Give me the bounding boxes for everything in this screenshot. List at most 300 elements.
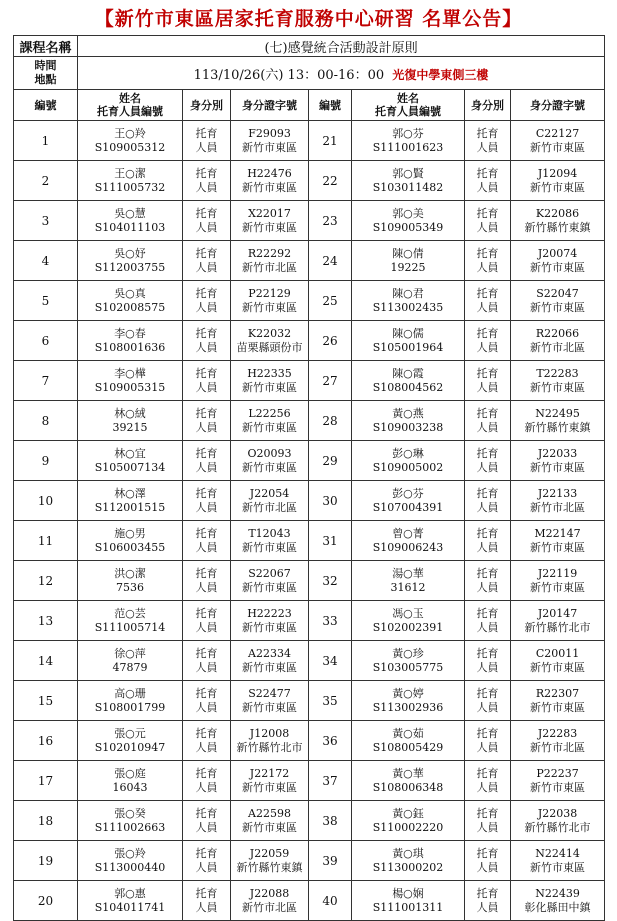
entry-role1: 托育: [195, 246, 218, 260]
entry-cert: H22335: [247, 366, 292, 380]
entry-id: S104011103: [94, 220, 166, 234]
entry-role2: 人員: [195, 540, 218, 554]
entry-name: 吳○真: [114, 286, 146, 300]
entry-name: 張○元: [114, 726, 146, 740]
entry-identity: [183, 441, 231, 481]
entry-number: 11: [14, 521, 78, 561]
entry-role1: 托育: [195, 206, 218, 220]
entry-cert: A22598: [248, 806, 291, 820]
entry-identity: [465, 681, 511, 721]
entry-area: 新竹市東區: [530, 660, 586, 674]
entry-identity: [465, 361, 511, 401]
entry-role1: 托育: [476, 326, 499, 340]
header-cert: 身分證字號: [231, 90, 309, 121]
entry-id: S112003755: [94, 260, 166, 274]
table-row: [14, 201, 605, 241]
entry-role1: 托育: [476, 366, 499, 380]
entry-cert: N22495: [535, 406, 580, 420]
entry-cert: R22292: [247, 246, 292, 260]
entry-name: 楊○娴: [392, 886, 424, 900]
entry-identity: [183, 401, 231, 441]
entry-number: 31: [309, 521, 352, 561]
table-row: [14, 521, 605, 561]
entry-area: 新竹市東區: [242, 820, 297, 834]
entry-cert: [511, 321, 605, 361]
table-row: [14, 681, 605, 721]
entry-name-id: [78, 401, 183, 441]
entry-id: S113002936: [372, 700, 444, 714]
entry-cert: [231, 201, 309, 241]
entry-number: 38: [309, 801, 352, 841]
entry-area: 苗栗縣頭份市: [236, 340, 303, 354]
entry-name: 李○春: [114, 326, 146, 340]
entry-cert: J20074: [537, 246, 578, 260]
entry-name: 彭○琳: [392, 446, 424, 460]
entry-area: 新竹市東區: [530, 700, 586, 714]
entry-role1: 托育: [476, 126, 499, 140]
entry-identity: [183, 241, 231, 281]
entry-area: 新竹市東區: [242, 780, 297, 794]
entry-role2: 人員: [195, 340, 218, 354]
entry-role2: 人員: [476, 140, 499, 154]
entry-role1: 托育: [195, 446, 218, 460]
entry-number: 20: [14, 881, 78, 921]
entry-name-id: [352, 881, 465, 921]
entry-identity: [465, 601, 511, 641]
entry-role2: 人員: [195, 660, 218, 674]
entry-id: 19225: [390, 260, 426, 274]
entry-area: 新竹縣竹東鎮: [524, 220, 591, 234]
entry-role2: 人員: [476, 540, 499, 554]
entry-area: 新竹市東區: [530, 540, 586, 554]
entry-cert: J22088: [249, 886, 290, 900]
table-row: [14, 401, 605, 441]
entry-name-id: [78, 681, 183, 721]
entry-name-id: [352, 601, 465, 641]
entry-number: 39: [309, 841, 352, 881]
entry-role2: 人員: [195, 780, 218, 794]
entry-cert: R22307: [535, 686, 580, 700]
header-row: [14, 90, 605, 121]
entry-id: S109006243: [372, 540, 444, 554]
entry-id: 47879: [112, 660, 148, 674]
entry-name: 陳○倩: [392, 246, 424, 260]
entry-number: 40: [309, 881, 352, 921]
entry-name-id: [352, 521, 465, 561]
entry-name-id: [352, 121, 465, 161]
entry-name-id: [78, 761, 183, 801]
entry-role1: 托育: [195, 526, 218, 540]
entry-role2: 人員: [476, 300, 499, 314]
entry-cert: [231, 521, 309, 561]
entry-id: S102002391: [372, 620, 444, 634]
entry-number: 30: [309, 481, 352, 521]
entry-cert: [511, 801, 605, 841]
entry-name: 陳○君: [392, 286, 424, 300]
entry-id: 39215: [112, 420, 148, 434]
entry-number: 27: [309, 361, 352, 401]
entry-id: S108006348: [372, 780, 444, 794]
entry-identity: [183, 721, 231, 761]
entry-cert: O20093: [247, 446, 292, 460]
entry-identity: [465, 561, 511, 601]
entry-name: 黃○華: [392, 766, 424, 780]
entry-number: 21: [309, 121, 352, 161]
entry-cert: [231, 601, 309, 641]
entry-cert: L22256: [248, 406, 291, 420]
entry-name-id: [352, 721, 465, 761]
entry-role2: 人員: [195, 900, 218, 914]
entry-role2: 人員: [195, 500, 218, 514]
entry-name-id: [78, 841, 183, 881]
entry-number: 37: [309, 761, 352, 801]
entry-cert: X22017: [248, 206, 291, 220]
entry-area: 新竹市北區: [530, 740, 586, 754]
entry-identity: [183, 481, 231, 521]
entry-cert: J22172: [249, 766, 290, 780]
entry-area: 新竹市東區: [242, 180, 297, 194]
entry-cert: J22054: [249, 486, 290, 500]
entry-role1: 托育: [476, 246, 499, 260]
entry-name: 施○男: [114, 526, 146, 540]
entry-cert: [511, 281, 605, 321]
table-row: [14, 241, 605, 281]
entry-name-id: [78, 561, 183, 601]
entry-name: 陳○儒: [392, 326, 424, 340]
entry-role1: 托育: [476, 766, 499, 780]
entry-cert: [231, 241, 309, 281]
entry-number: 18: [14, 801, 78, 841]
entry-identity: [465, 161, 511, 201]
table-row: [14, 481, 605, 521]
entry-identity: [465, 801, 511, 841]
course-label: 課程名稱: [14, 36, 78, 57]
entry-identity: [183, 361, 231, 401]
entry-role1: 托育: [195, 326, 218, 340]
entry-name-id: [78, 641, 183, 681]
entry-cert: [231, 561, 309, 601]
entry-role1: 托育: [195, 126, 218, 140]
entry-role2: 人員: [195, 380, 218, 394]
entry-name: 王○潔: [114, 166, 146, 180]
entry-id: S111002663: [94, 820, 166, 834]
table-row: [14, 321, 605, 361]
entry-cert: M22147: [534, 526, 581, 540]
entry-identity: [465, 281, 511, 321]
entry-role2: 人員: [476, 380, 499, 394]
header-no: 編號: [309, 90, 352, 121]
entry-name: 馮○玉: [392, 606, 424, 620]
table-row: [14, 641, 605, 681]
entry-id: S102008575: [94, 300, 166, 314]
header-name: 姓名 托育人員編號: [352, 90, 465, 121]
entry-number: 13: [14, 601, 78, 641]
entry-identity: [465, 521, 511, 561]
entry-name: 湯○華: [392, 566, 424, 580]
entry-cert: J22059: [249, 846, 290, 860]
entry-cert: J22038: [537, 806, 578, 820]
entry-name: 張○庭: [114, 766, 146, 780]
entry-identity: [465, 201, 511, 241]
entry-role1: 托育: [476, 206, 499, 220]
entry-name-id: [78, 521, 183, 561]
entry-role2: 人員: [195, 300, 218, 314]
entry-name: 吳○慧: [114, 206, 146, 220]
entry-name-id: [78, 441, 183, 481]
entry-area: 新竹縣竹東鎮: [236, 860, 303, 874]
table-row: [14, 361, 605, 401]
entry-cert: [231, 481, 309, 521]
time-location-label: 時間 地點: [14, 57, 78, 90]
entry-identity: [183, 641, 231, 681]
entry-name: 陳○霞: [392, 366, 424, 380]
entry-name-id: [78, 121, 183, 161]
entry-name-id: [352, 321, 465, 361]
entry-id: S107004391: [372, 500, 444, 514]
entry-id: S113000440: [94, 860, 166, 874]
table-row: [14, 881, 605, 921]
course-row: [14, 36, 605, 57]
entry-name-id: [352, 681, 465, 721]
entry-area: 新竹市東區: [242, 580, 297, 594]
entry-cert: [511, 721, 605, 761]
entry-cert: N22439: [535, 886, 580, 900]
entry-cert: [231, 881, 309, 921]
entry-number: 19: [14, 841, 78, 881]
header-name: 姓名 托育人員編號: [78, 90, 183, 121]
entry-role1: 托育: [476, 406, 499, 420]
entry-id: S106003455: [94, 540, 166, 554]
entry-role1: 托育: [195, 646, 218, 660]
entry-area: 新竹市北區: [530, 500, 586, 514]
entry-name: 黃○茹: [392, 726, 424, 740]
page-title: 【新竹市東區居家托育服務中心研習 名單公告】: [94, 8, 523, 30]
entry-role2: 人員: [195, 820, 218, 834]
entry-cert: A22334: [248, 646, 291, 660]
time-value: 113/10/26(六) 13：00-16：00: [193, 67, 385, 83]
entry-role1: 托育: [195, 846, 218, 860]
entry-number: 26: [309, 321, 352, 361]
entry-role2: 人員: [195, 580, 218, 594]
entry-cert: J12094: [537, 166, 578, 180]
entry-cert: H22476: [247, 166, 292, 180]
entry-id: S105007134: [94, 460, 166, 474]
entry-cert: [511, 401, 605, 441]
entry-area: 新竹市東區: [242, 620, 297, 634]
entry-number: 16: [14, 721, 78, 761]
entry-area: 新竹市東區: [530, 300, 586, 314]
entry-cert: S22047: [536, 286, 579, 300]
entry-name: 李○樺: [114, 366, 146, 380]
entry-id: S111001623: [372, 140, 444, 154]
entry-role2: 人員: [476, 740, 499, 754]
entry-cert: [511, 841, 605, 881]
entry-id: S108004562: [372, 380, 444, 394]
entry-cert: [231, 801, 309, 841]
entry-cert: J12008: [249, 726, 290, 740]
entry-cert: [231, 281, 309, 321]
entry-role1: 托育: [195, 886, 218, 900]
roster-table: [13, 35, 605, 921]
entry-identity: [183, 321, 231, 361]
entry-name-id: [352, 761, 465, 801]
entry-role2: 人員: [195, 180, 218, 194]
entry-identity: [465, 441, 511, 481]
entry-role1: 托育: [476, 446, 499, 460]
entry-role1: 托育: [476, 686, 499, 700]
entry-name-id: [78, 361, 183, 401]
entry-area: 新竹市東區: [242, 220, 297, 234]
entry-cert: [511, 241, 605, 281]
entry-area: 新竹市東區: [242, 540, 297, 554]
entry-number: 6: [14, 321, 78, 361]
entry-number: 4: [14, 241, 78, 281]
entry-cert: N22414: [535, 846, 580, 860]
entry-name-id: [352, 641, 465, 681]
entry-name: 高○珊: [114, 686, 146, 700]
entry-role2: 人員: [476, 860, 499, 874]
entry-name-id: [352, 201, 465, 241]
entry-role2: 人員: [476, 220, 499, 234]
entry-cert: [231, 321, 309, 361]
entry-area: 新竹市北區: [242, 900, 297, 914]
entry-name-id: [352, 361, 465, 401]
entry-number: 15: [14, 681, 78, 721]
entry-cert: [231, 721, 309, 761]
entry-identity: [183, 881, 231, 921]
entry-area: 新竹市東區: [530, 180, 586, 194]
entry-id: S104011741: [94, 900, 166, 914]
entry-identity: [183, 561, 231, 601]
entry-area: 新竹市東區: [530, 860, 586, 874]
entry-role1: 托育: [476, 606, 499, 620]
entry-name: 范○芸: [114, 606, 146, 620]
entry-number: 36: [309, 721, 352, 761]
entry-area: 新竹市東區: [530, 260, 586, 274]
entry-id: S110002220: [372, 820, 444, 834]
entry-cert: [511, 761, 605, 801]
entry-name-id: [78, 601, 183, 641]
entry-role1: 托育: [476, 846, 499, 860]
entry-role1: 托育: [195, 406, 218, 420]
entry-role1: 托育: [195, 286, 218, 300]
entry-role1: 托育: [195, 166, 218, 180]
entry-role2: 人員: [476, 500, 499, 514]
entry-cert: [511, 161, 605, 201]
entry-identity: [183, 201, 231, 241]
entry-cert: J22283: [537, 726, 578, 740]
entry-identity: [183, 681, 231, 721]
entry-role1: 托育: [476, 526, 499, 540]
entry-cert: [511, 481, 605, 521]
entry-role2: 人員: [476, 820, 499, 834]
entry-role2: 人員: [476, 460, 499, 474]
entry-id: S109005002: [372, 460, 444, 474]
entry-identity: [465, 881, 511, 921]
table-row: [14, 841, 605, 881]
entry-cert: T12043: [248, 526, 291, 540]
entry-role1: 托育: [195, 566, 218, 580]
entry-identity: [465, 761, 511, 801]
entry-cert: J22033: [537, 446, 578, 460]
entry-name: 張○癸: [114, 806, 146, 820]
entry-cert: C20011: [535, 646, 580, 660]
entry-name: 林○澤: [114, 486, 146, 500]
entry-identity: [183, 281, 231, 321]
entry-area: 新竹市東區: [242, 420, 297, 434]
entry-area: 新竹市東區: [530, 780, 586, 794]
table-row: [14, 801, 605, 841]
header-identity: 身分別: [465, 90, 511, 121]
entry-cert: [231, 641, 309, 681]
entry-cert: [231, 361, 309, 401]
entry-name-id: [78, 721, 183, 761]
entry-cert: F29093: [248, 126, 291, 140]
entry-name: 郭○賢: [392, 166, 424, 180]
entry-identity: [465, 481, 511, 521]
entry-role2: 人員: [476, 620, 499, 634]
entry-cert: K22086: [535, 206, 580, 220]
entry-role2: 人員: [195, 620, 218, 634]
entry-cert: [511, 601, 605, 641]
entry-role1: 托育: [476, 166, 499, 180]
entry-role1: 托育: [476, 726, 499, 740]
entry-number: 34: [309, 641, 352, 681]
table-row: [14, 721, 605, 761]
table-row: [14, 281, 605, 321]
entry-cert: [511, 641, 605, 681]
entry-number: 9: [14, 441, 78, 481]
entry-name: 郭○美: [392, 206, 424, 220]
table-row: [14, 441, 605, 481]
entry-id: S105001964: [372, 340, 444, 354]
entry-name-id: [352, 561, 465, 601]
entry-role2: 人員: [476, 340, 499, 354]
entry-cert: J22119: [537, 566, 578, 580]
entry-id: S113002435: [372, 300, 444, 314]
entry-cert: [511, 201, 605, 241]
entry-cert: [511, 681, 605, 721]
entry-role1: 托育: [476, 806, 499, 820]
entry-cert: S22477: [248, 686, 291, 700]
entry-area: 新竹市東區: [242, 140, 297, 154]
entry-number: 1: [14, 121, 78, 161]
entry-cert: P22237: [536, 766, 579, 780]
entry-number: 14: [14, 641, 78, 681]
entry-identity: [465, 641, 511, 681]
entry-name: 黃○燕: [392, 406, 424, 420]
entry-number: 28: [309, 401, 352, 441]
entry-role1: 托育: [476, 566, 499, 580]
entry-cert: [511, 441, 605, 481]
entry-name: 徐○萍: [114, 646, 146, 660]
entry-role2: 人員: [476, 780, 499, 794]
entry-name: 郭○惠: [114, 886, 146, 900]
entry-area: 新竹市北區: [530, 340, 586, 354]
entry-identity: [465, 841, 511, 881]
entry-name: 彭○芬: [392, 486, 424, 500]
entry-role1: 托育: [476, 286, 499, 300]
entry-id: S109005312: [94, 140, 166, 154]
entry-cert: [231, 681, 309, 721]
entry-name-id: [78, 281, 183, 321]
entry-role1: 托育: [195, 686, 218, 700]
entry-name-id: [78, 881, 183, 921]
entry-identity: [465, 401, 511, 441]
entry-name: 林○宜: [114, 446, 146, 460]
entry-name: 吳○妤: [114, 246, 146, 260]
entry-name-id: [352, 161, 465, 201]
